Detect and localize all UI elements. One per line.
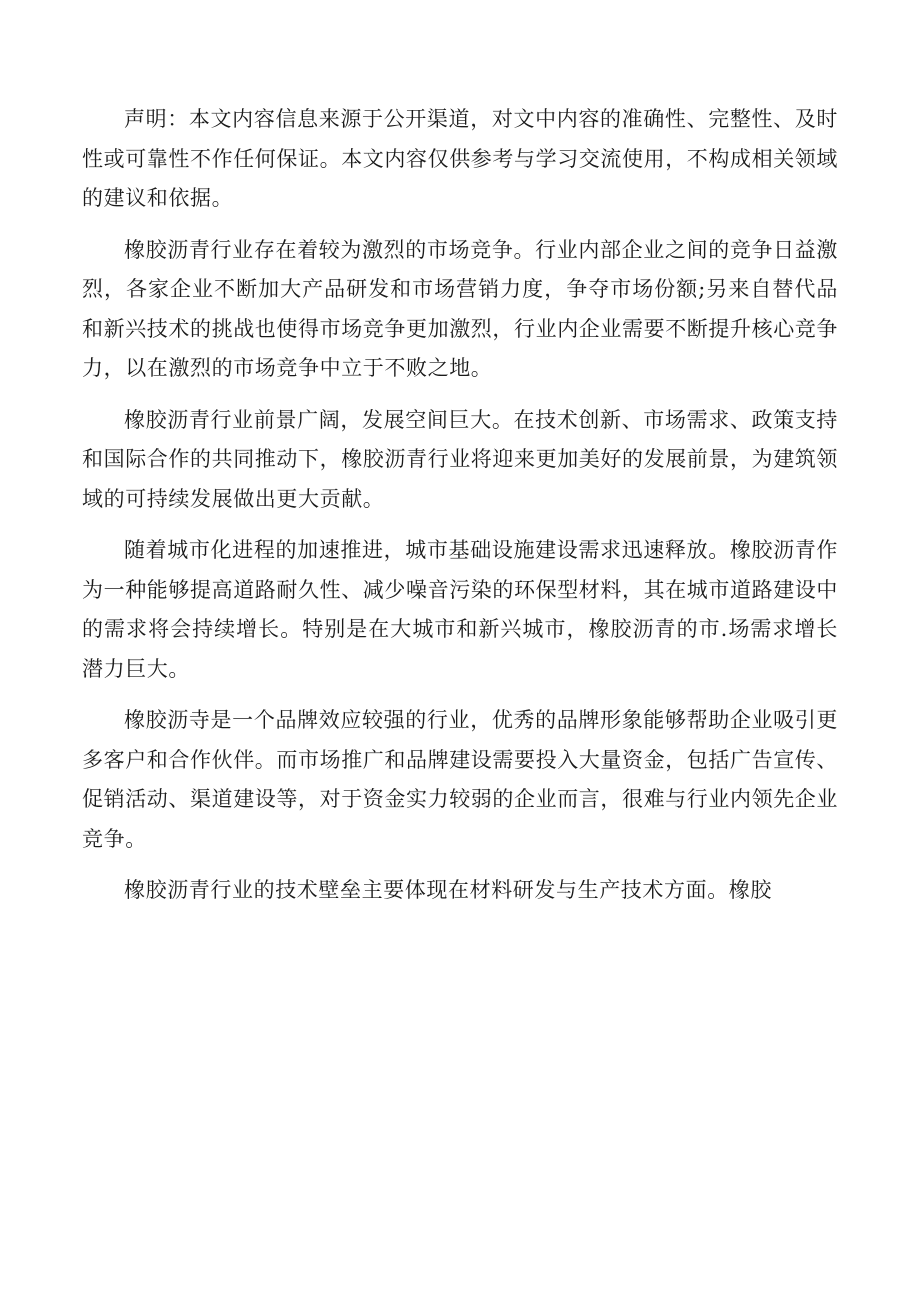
- technology-paragraph: 橡胶沥青行业的技术壁垒主要体现在材料研发与生产技术方面。橡胶: [124, 878, 772, 902]
- urbanization-paragraph: 随着城市化进程的加速推进，城市基础设施建设需求迅速释放。橡胶沥青作为一种能够提高道路耐久性、减少噪音污染的环保型材料，其在城市道路建设中的需求将会持续增长。特别是在大城市和新兴城市，橡胶沥青的市.场需求增长潜力巨大。: [82, 538, 838, 681]
- disclaimer-paragraph: 声明：本文内容信息来源于公开渠道，对文中内容的准确性、完整性、及时性或可靠性不作任何保证。本文内容仅供参考与学习交流使用，不构成相关领域的建议和依据。: [82, 107, 838, 210]
- document-body: [82, 100, 838, 911]
- outlook-paragraph: 橡胶沥青行业前景广阔，发展空间巨大。在技术创新、市场需求、政策支持和国际合作的共同推动下，橡胶沥青行业将迎来更加美好的发展前景，为建筑领域的可持续发展做出更大贡献。: [82, 407, 838, 511]
- competition-paragraph: 橡胶沥青行业存在着较为激烈的市场竞争。行业内部企业之间的竞争日益激烈，各家企业不断加大产品研发和市场营销力度，争夺市场份额;另来自替代品和新兴技术的挑战也使得市场竞争更加激烈，行业内企业需要不断提升核心竞争力，以在激烈的市场竞争中立于不败之地。: [82, 237, 838, 380]
- brand-paragraph: 橡胶沥寺是一个品牌效应较强的行业，优秀的品牌形象能够帮助企业吸引更多客户和合作伙伴。而市场推广和品牌建设需要投入大量资金，包括广告宣传、促销活动、渠道建设等，对于资金实力较弱的企业而言，很难与行业内领先企业竞争。: [82, 708, 838, 851]
